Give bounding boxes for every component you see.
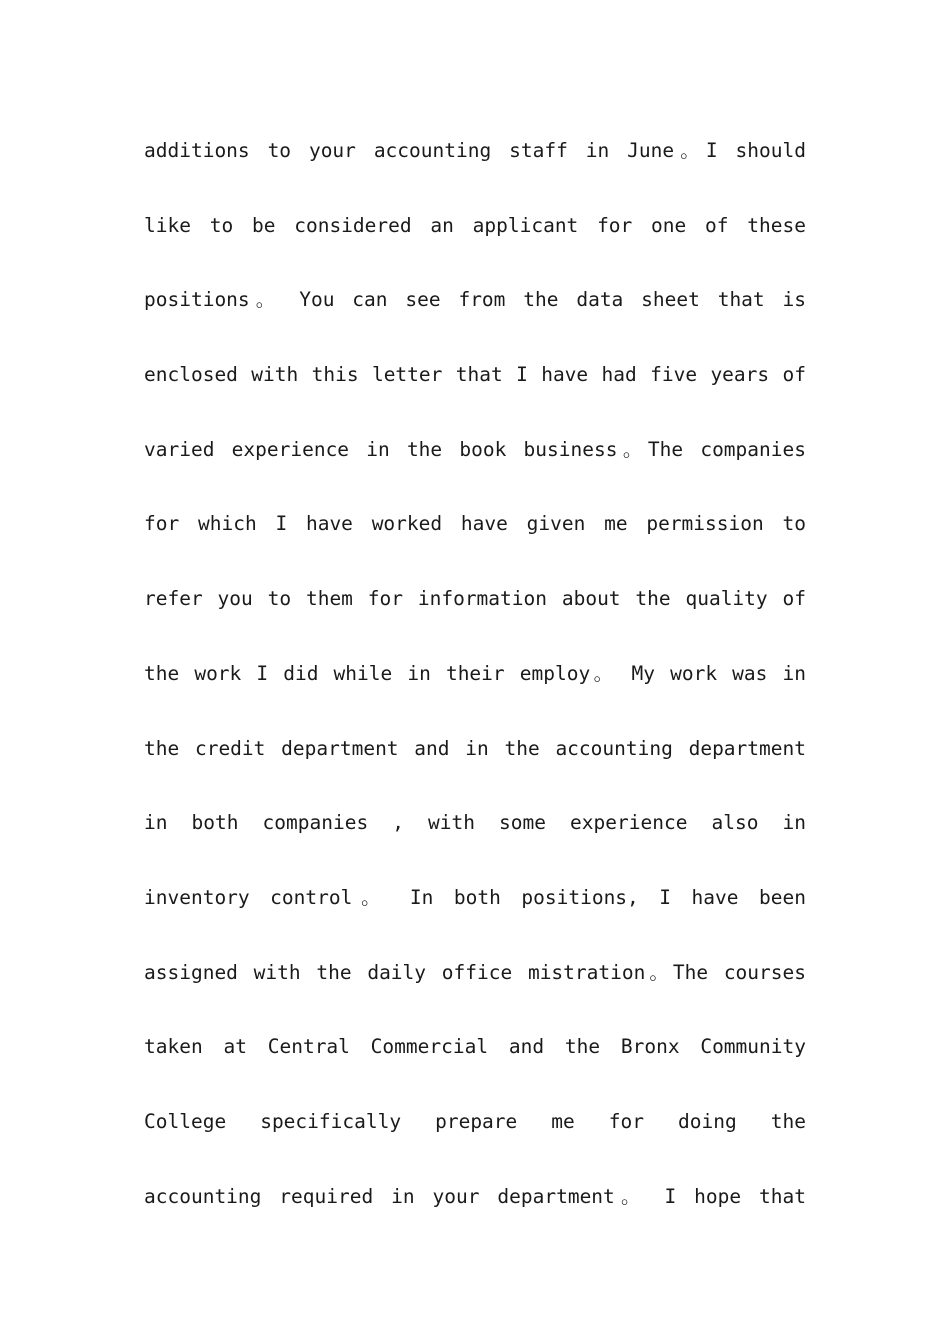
text-line: taken at Central Commercial and the Bronx Community <box>144 1035 806 1059</box>
text-line: inventory control。 In both positions, I have been <box>144 885 806 909</box>
text-line: assigned with the daily office mistration。The courses <box>144 960 806 984</box>
text-line: like to be considered an applicant for one of these <box>144 213 806 237</box>
text-line: enclosed with this letter that I have had five years of <box>144 363 806 387</box>
text-line: varied experience in the book business。The companies <box>144 437 806 461</box>
text-line: in both companies , with some experience also in <box>144 811 806 835</box>
text-line: additions to your accounting staff in June。I should <box>144 139 806 162</box>
text-line: the credit department and in the accounting department <box>144 736 806 760</box>
text-line: College specifically prepare me for doing the <box>144 1109 806 1133</box>
text-line: positions。 You can see from the data sheet that is <box>144 288 806 312</box>
text-line: refer you to them for information about the quality of <box>144 587 806 611</box>
text-line: for which I have worked have given me permission to <box>144 512 806 536</box>
text-line: accounting required in your department。 I hope that <box>144 1184 806 1208</box>
letter-body <box>144 114 806 1234</box>
text-line: the work I did while in their employ。 My work was in <box>144 661 806 685</box>
